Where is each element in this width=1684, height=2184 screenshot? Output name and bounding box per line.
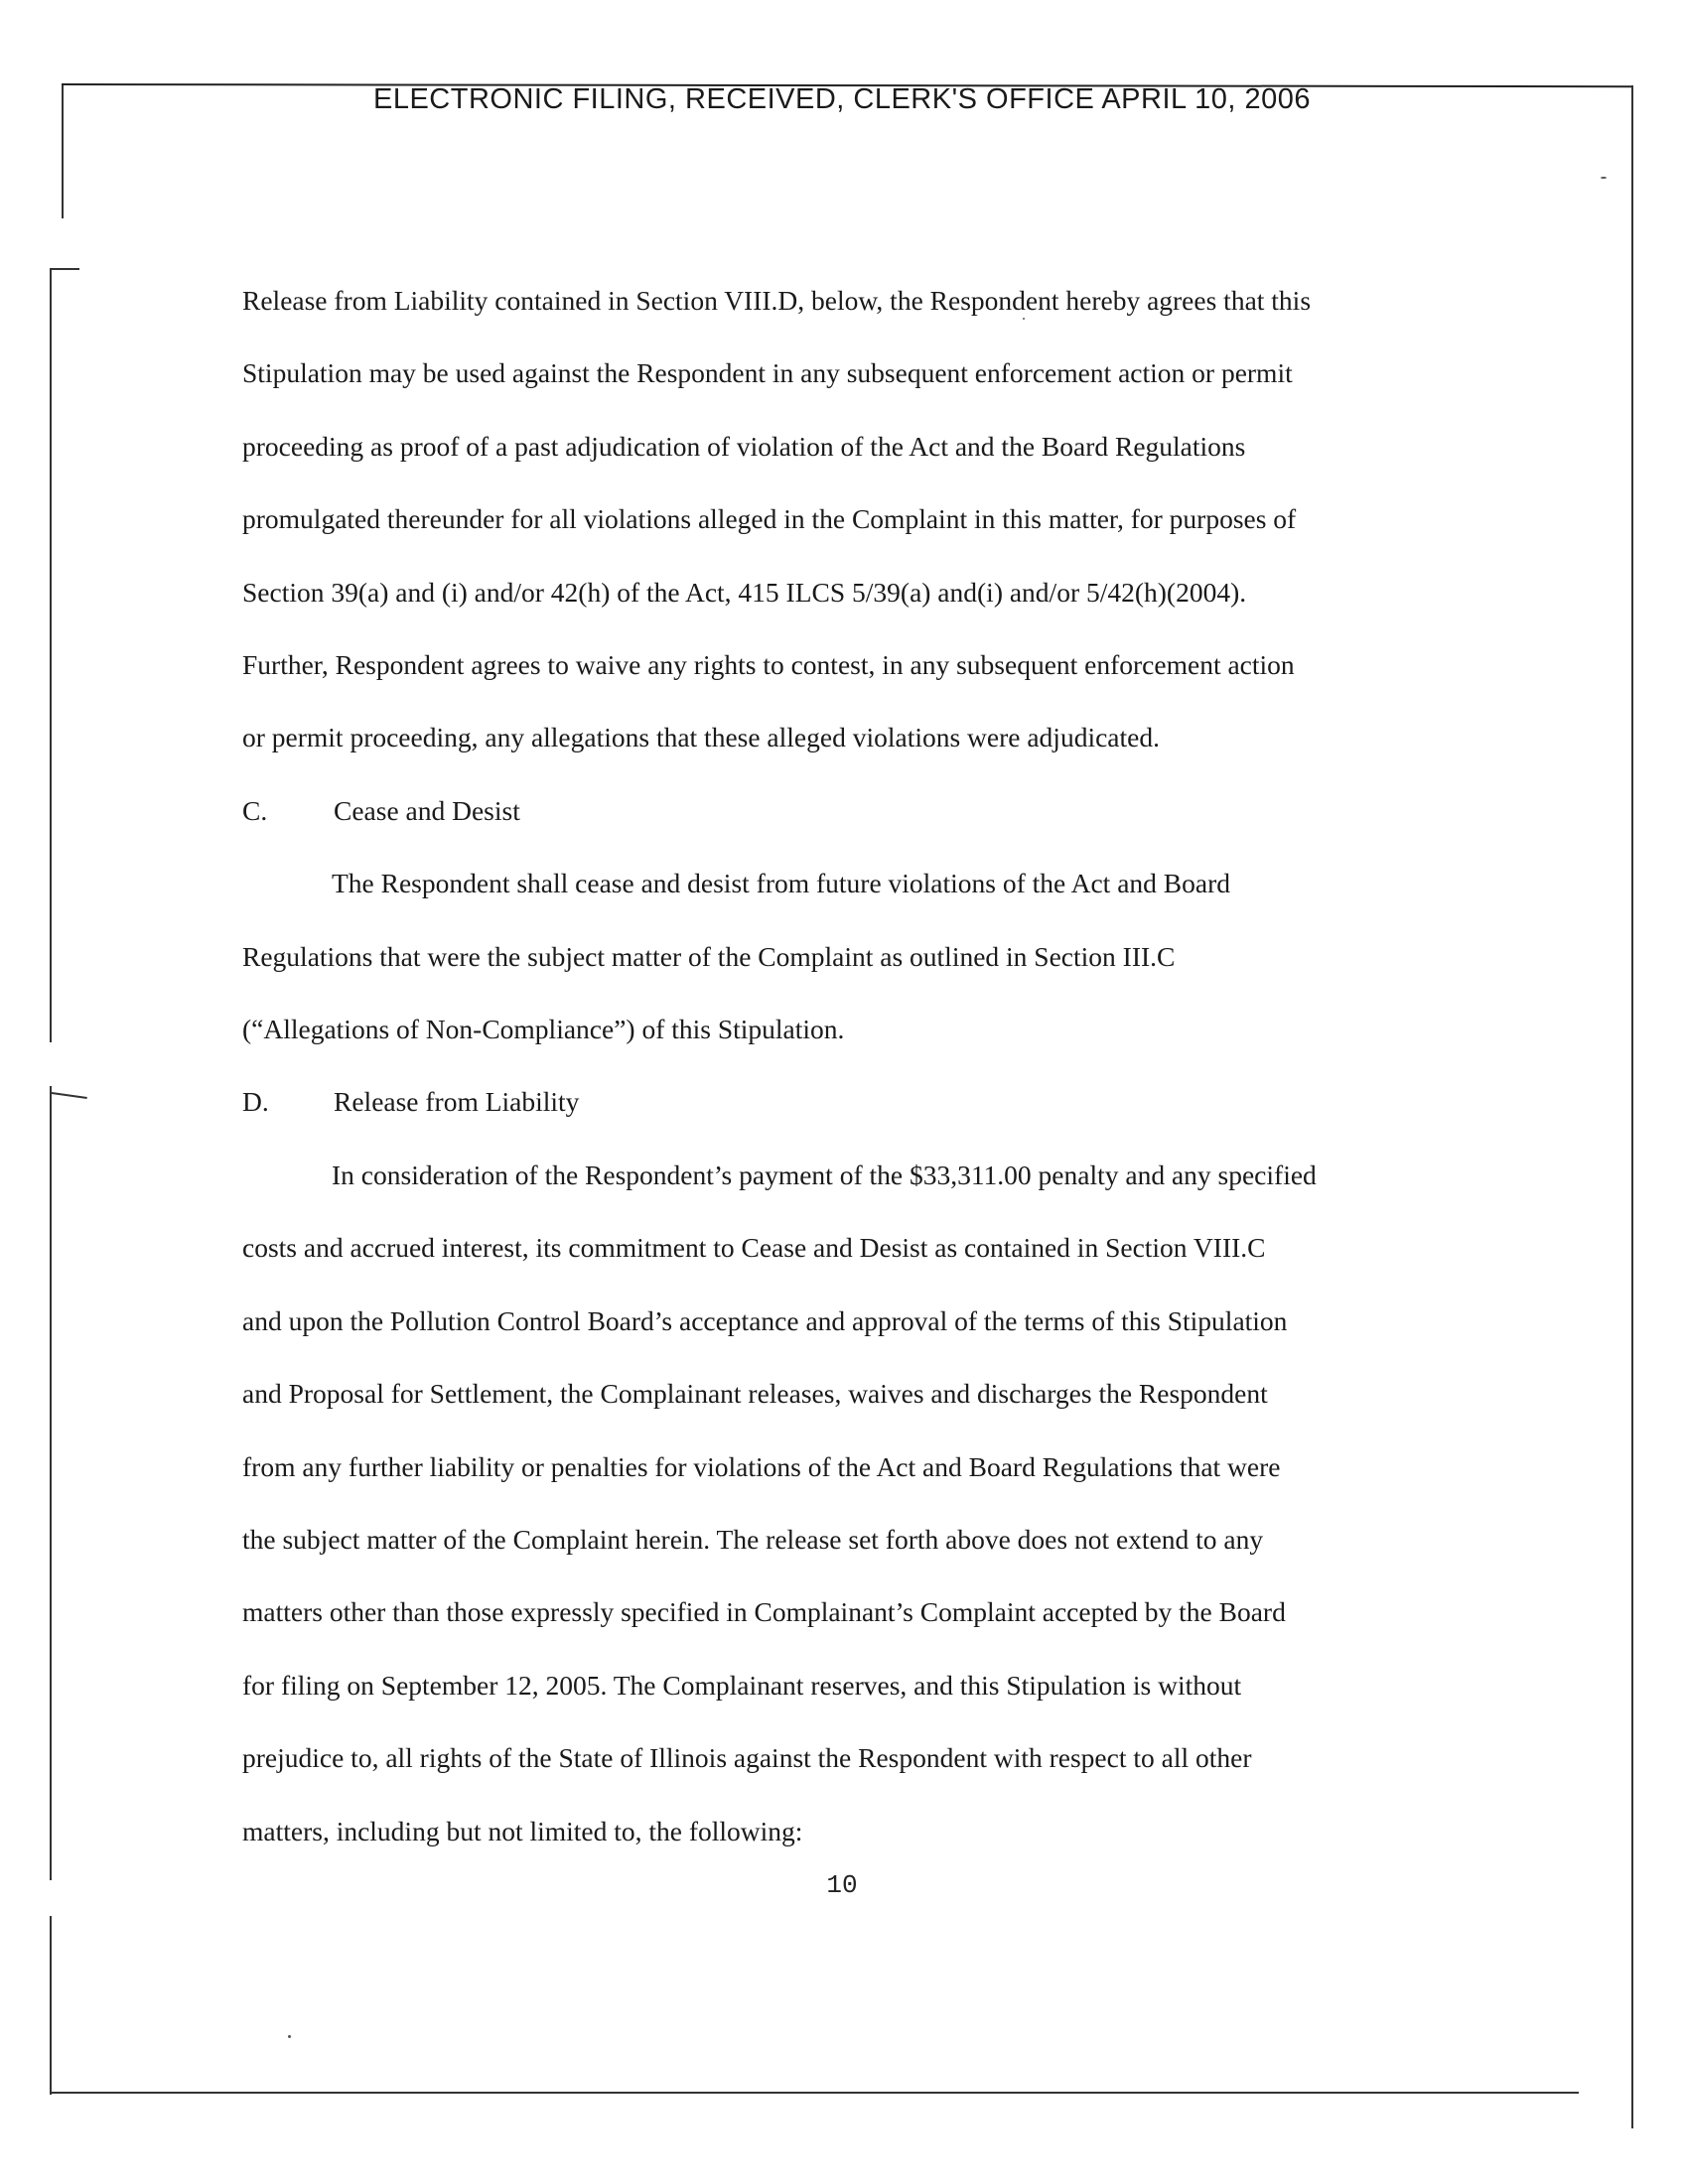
scan-left-tick — [52, 268, 79, 270]
body-line: Release from Liability contained in Section VIII.D, below, the Respondent hereby agrees that this — [242, 285, 1312, 316]
scan-frame-bottom-line — [50, 2092, 1579, 2094]
scan-left-tick — [52, 1092, 87, 1099]
body-line: for filing on September 12, 2005. The Complainant reserves, and this Stipulation is without — [242, 1669, 1242, 1701]
scan-left-bar — [50, 268, 52, 1042]
body-line: or permit proceeding, any allegations that these alleged violations were adjudicated. — [242, 722, 1160, 753]
body-line: and Proposal for Settlement, the Complainant releases, waives and discharges the Respondent — [242, 1378, 1268, 1410]
section-heading-d — [242, 1065, 1454, 1138]
section-heading-c — [242, 774, 1454, 847]
document-body — [242, 264, 1454, 1867]
body-line: proceeding as proof of a past adjudication of violation of the Act and the Board Regulations — [242, 430, 1246, 462]
page-number: 10 — [826, 1870, 858, 1900]
body-line: In consideration of the Respondent’s payment of the $33,311.00 penalty and any specified — [332, 1159, 1317, 1190]
scan-frame-right-line — [1631, 85, 1633, 2128]
filing-stamp-header: ELECTRONIC FILING, RECEIVED, CLERK'S OFFICE APRIL 10, 2006 — [372, 83, 1311, 115]
section-letter: D. — [242, 1086, 269, 1118]
scan-left-bar — [50, 1086, 52, 1880]
body-line: matters, including but not limited to, the following: — [242, 1815, 803, 1846]
section-title: Cease and Desist — [334, 794, 520, 826]
body-line: Stipulation may be used against the Respondent in any subsequent enforcement action or permit — [242, 357, 1293, 389]
body-line: Section 39(a) and (i) and/or 42(h) of the Act, 415 ILCS 5/39(a) and(i) and/or 5/42(h)(2004). — [242, 576, 1247, 608]
body-line: matters other than those expressly specified in Complainant’s Complaint accepted by the Board — [242, 1596, 1286, 1628]
body-line: Regulations that were the subject matter of the Complaint as outlined in Section III.C — [242, 940, 1176, 972]
body-line: and upon the Pollution Control Board’s acceptance and approval of the terms of this Stipulation — [242, 1304, 1288, 1336]
body-line: promulgated thereunder for all violations alleged in the Complaint in this matter, for purposes of — [242, 503, 1297, 535]
scan-left-bar — [50, 1916, 52, 2095]
section-letter: C. — [242, 794, 268, 826]
scan-speck — [1601, 177, 1607, 179]
body-line: prejudice to, all rights of the State of Illinois against the Respondent with respect to all other — [242, 1742, 1252, 1774]
body-line: (“Allegations of Non-Compliance”) of this Stipulation. — [242, 1014, 845, 1045]
section-title: Release from Liability — [334, 1086, 580, 1118]
body-line: the subject matter of the Complaint herein. The release set forth above does not extend to any — [242, 1523, 1264, 1555]
body-line: The Respondent shall cease and desist from future violations of the Act and Board — [332, 868, 1230, 899]
body-line: from any further liability or penalties for violations of the Act and Board Regulations that were — [242, 1450, 1281, 1482]
body-line: costs and accrued interest, its commitment to Cease and Desist as contained in Section VIII.C — [242, 1232, 1266, 1264]
body-line: Further, Respondent agrees to waive any rights to contest, in any subsequent enforcement action — [242, 649, 1295, 681]
scan-speck — [288, 2035, 291, 2038]
